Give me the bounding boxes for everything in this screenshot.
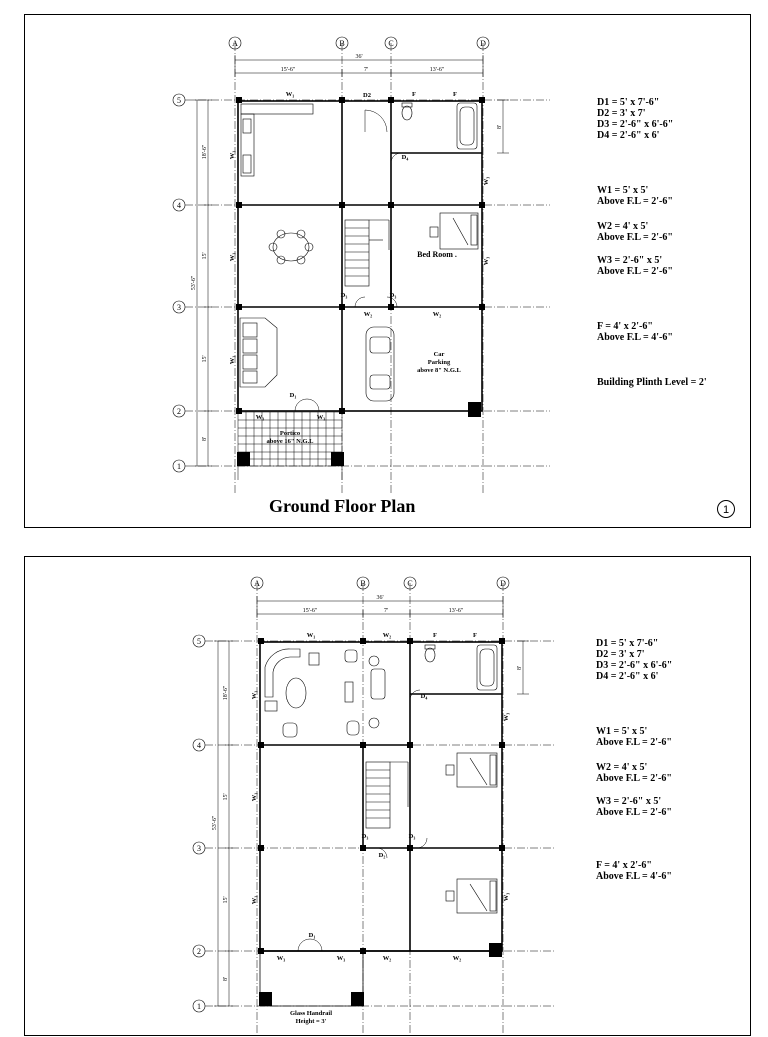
label-d1: D₁ (289, 392, 297, 399)
dim-row-21: 8' (202, 436, 208, 442)
dim-span-ab: 15'-6" (280, 67, 296, 73)
dim-span-bc: 7' (363, 67, 369, 73)
note-f-level: Above F.L = 4'-6" (596, 871, 672, 882)
note-w2: W2 = 4' x 5' (596, 762, 648, 773)
label-car-2: Parking (427, 359, 451, 366)
label-d4: D₄ (420, 693, 428, 700)
label-d2: D2 (363, 92, 371, 99)
label-d4: D₄ (401, 154, 409, 161)
window-schedule-w2 (597, 221, 673, 243)
label-bedroom: Bed Room . (417, 250, 457, 259)
label-w3-balcony-right: W₃ (336, 955, 346, 962)
grid-label-4: 4 (197, 741, 201, 750)
note-d2: D2 = 3' x 7' (597, 108, 646, 119)
first-floor-sheet (24, 556, 751, 1036)
plan-labels (251, 632, 510, 1025)
label-w3-porch-right: W₃ (316, 414, 326, 421)
label-w3-right-lower: W₃ (503, 892, 510, 902)
window-schedule-w2 (596, 762, 672, 784)
label-rail-1: Glass Handrail (289, 1010, 333, 1017)
bathroom-fixtures (402, 103, 477, 149)
grid-label-2: 2 (177, 407, 181, 416)
dim-total-length: 53'-6" (212, 815, 218, 831)
note-w1-level: Above F.L = 2'-6" (597, 196, 673, 207)
dimension-texts (212, 595, 523, 981)
label-w1-left-mid: W₁ (251, 792, 258, 802)
walls (260, 642, 502, 951)
label-w1-left-upper: W₁ (229, 150, 236, 160)
dim-total-width: 36' (376, 595, 384, 601)
dim-side: 8' (497, 124, 503, 130)
dim-row-21: 8' (223, 976, 229, 982)
label-d3-left: D₃ (340, 292, 348, 299)
grid-label-d: D (480, 39, 486, 48)
grid-label-d: D (500, 579, 506, 588)
note-d2: D2 = 3' x 7' (596, 649, 645, 660)
dim-span-cd: 13'-6" (448, 608, 464, 614)
fan-schedule (596, 860, 672, 882)
label-w2-b: W₂ (432, 311, 442, 318)
label-w1-left-upper: W₁ (251, 690, 258, 700)
grid-label-1: 1 (177, 462, 181, 471)
note-f: F = 4' x 2'-6" (597, 321, 653, 332)
note-d1: D1 = 5' x 7'-6" (597, 97, 660, 108)
note-w1-level: Above F.L = 2'-6" (596, 737, 672, 748)
dining-table (269, 230, 313, 264)
grid-label-5: 5 (197, 637, 201, 646)
window-schedule-w3 (597, 255, 673, 277)
balcony-rail (260, 952, 363, 1006)
label-w3-right-lower: W₃ (483, 256, 490, 266)
label-w2-top: W₂ (382, 632, 392, 639)
lounge-furniture (265, 649, 385, 737)
label-f2: F (473, 632, 477, 639)
window-schedule-w1 (596, 726, 672, 748)
label-w1-top: W₁ (306, 632, 316, 639)
note-plinth: Building Plinth Level = 2' (597, 377, 707, 388)
fan-schedule (597, 321, 673, 343)
grid-label-2: 2 (197, 947, 201, 956)
label-car-1: Car (433, 351, 445, 358)
note-w3-level: Above F.L = 2'-6" (596, 807, 672, 818)
dim-side: 8' (517, 665, 523, 671)
note-f: F = 4' x 2'-6" (596, 860, 652, 871)
label-portico-2: above 16" N.G.L (266, 438, 314, 445)
note-w3-level: Above F.L = 2'-6" (597, 266, 673, 277)
grid-label-3: 3 (177, 303, 181, 312)
dimension-lines (193, 55, 509, 466)
note-d4: D4 = 2'-6" x 6' (596, 671, 659, 682)
label-car-3: above 8" N.G.L (417, 367, 461, 374)
label-w3-porch-left: W₃ (255, 414, 265, 421)
door-schedule (597, 97, 673, 141)
car (366, 327, 394, 401)
note-w3: W3 = 2'-6" x 5' (596, 796, 662, 807)
label-d3-right: D₃ (408, 833, 416, 840)
note-d1: D1 = 5' x 7'-6" (596, 638, 659, 649)
label-f1: F (433, 632, 437, 639)
grid-label-a: A (254, 579, 260, 588)
grid-label-c: C (388, 39, 394, 48)
grid-lines (185, 43, 550, 495)
window-schedule-w1 (597, 185, 673, 207)
dimension-lines (214, 596, 529, 1006)
label-f1: F (412, 91, 416, 98)
label-w3-right-upper: W₃ (483, 176, 490, 186)
grid-labels (197, 579, 506, 1011)
label-w1-left-lower: W₁ (251, 895, 258, 905)
label-w1-top: W₁ (285, 91, 295, 98)
window-schedule-w3 (596, 796, 672, 818)
ground-floor-sheet (24, 14, 751, 528)
grid-label-3: 3 (197, 844, 201, 853)
note-d3: D3 = 2'-6" x 6'-6" (597, 119, 674, 130)
dim-row-43: 15' (202, 252, 208, 260)
grid-label-a: A (232, 39, 238, 48)
note-w2: W2 = 4' x 5' (597, 221, 649, 232)
kitchen-counter (241, 104, 313, 114)
grid-label-b: B (339, 39, 345, 48)
note-w1: W1 = 5' x 5' (596, 726, 648, 737)
label-w2-a: W₂ (382, 955, 392, 962)
door-schedule (596, 638, 672, 682)
grid-label-4: 4 (177, 201, 181, 210)
grid-label-c: C (407, 579, 413, 588)
bed (430, 213, 478, 249)
sofa-set (240, 318, 277, 387)
label-w2-b: W₂ (452, 955, 462, 962)
dim-span-bc: 7' (383, 608, 389, 614)
dim-row-32: 15' (202, 355, 208, 363)
dim-row-54: 18'-6" (223, 685, 229, 701)
bed-lower (446, 879, 497, 913)
dim-row-54: 18'-6" (202, 144, 208, 160)
note-w3: W3 = 2'-6" x 5' (597, 255, 663, 266)
dim-span-cd: 13'-6" (429, 67, 445, 73)
label-d3-right: D₃ (389, 292, 397, 299)
bathroom-fixtures (425, 645, 497, 690)
label-w2-a: W₂ (363, 311, 373, 318)
label-rail-2: Height = 3' (295, 1018, 327, 1025)
plinth-note (597, 377, 707, 388)
doors (295, 110, 401, 411)
staircase (345, 220, 389, 286)
note-d3: D3 = 2'-6" x 6'-6" (596, 660, 673, 671)
label-w1-left-mid: W₁ (229, 252, 236, 262)
label-w3-balcony-left: W₃ (276, 955, 286, 962)
note-w1: W1 = 5' x 5' (597, 185, 649, 196)
label-d3-left: D₃ (361, 833, 369, 840)
portico-paving (238, 412, 342, 480)
label-w1-left-lower: W₁ (229, 355, 236, 365)
label-d2: D₂ (378, 852, 386, 859)
dim-row-32: 15' (223, 896, 229, 904)
label-portico-1: Portico (279, 430, 301, 437)
note-f-level: Above F.L = 4'-6" (597, 332, 673, 343)
dim-row-43: 15' (223, 793, 229, 801)
label-f2: F (453, 91, 457, 98)
dim-total-width: 36' (355, 54, 363, 60)
label-w3-right-upper: W₃ (503, 712, 510, 722)
grid-label-b: B (360, 579, 366, 588)
label-d1: D₁ (308, 932, 316, 939)
note-d4: D4 = 2'-6" x 6' (597, 130, 660, 141)
grid-label-1: 1 (197, 1002, 201, 1011)
note-w2-level: Above F.L = 2'-6" (597, 232, 673, 243)
dim-total-length: 53'-6" (191, 275, 197, 291)
bed-upper (446, 753, 497, 787)
dim-span-ab: 15'-6" (302, 608, 318, 614)
ground-floor-title: Ground Floor Plan (269, 496, 416, 516)
note-w2-level: Above F.L = 2'-6" (596, 773, 672, 784)
grid-label-5: 5 (177, 96, 181, 105)
staircase (366, 762, 408, 828)
sheet-number-badge: 1 (717, 500, 735, 518)
